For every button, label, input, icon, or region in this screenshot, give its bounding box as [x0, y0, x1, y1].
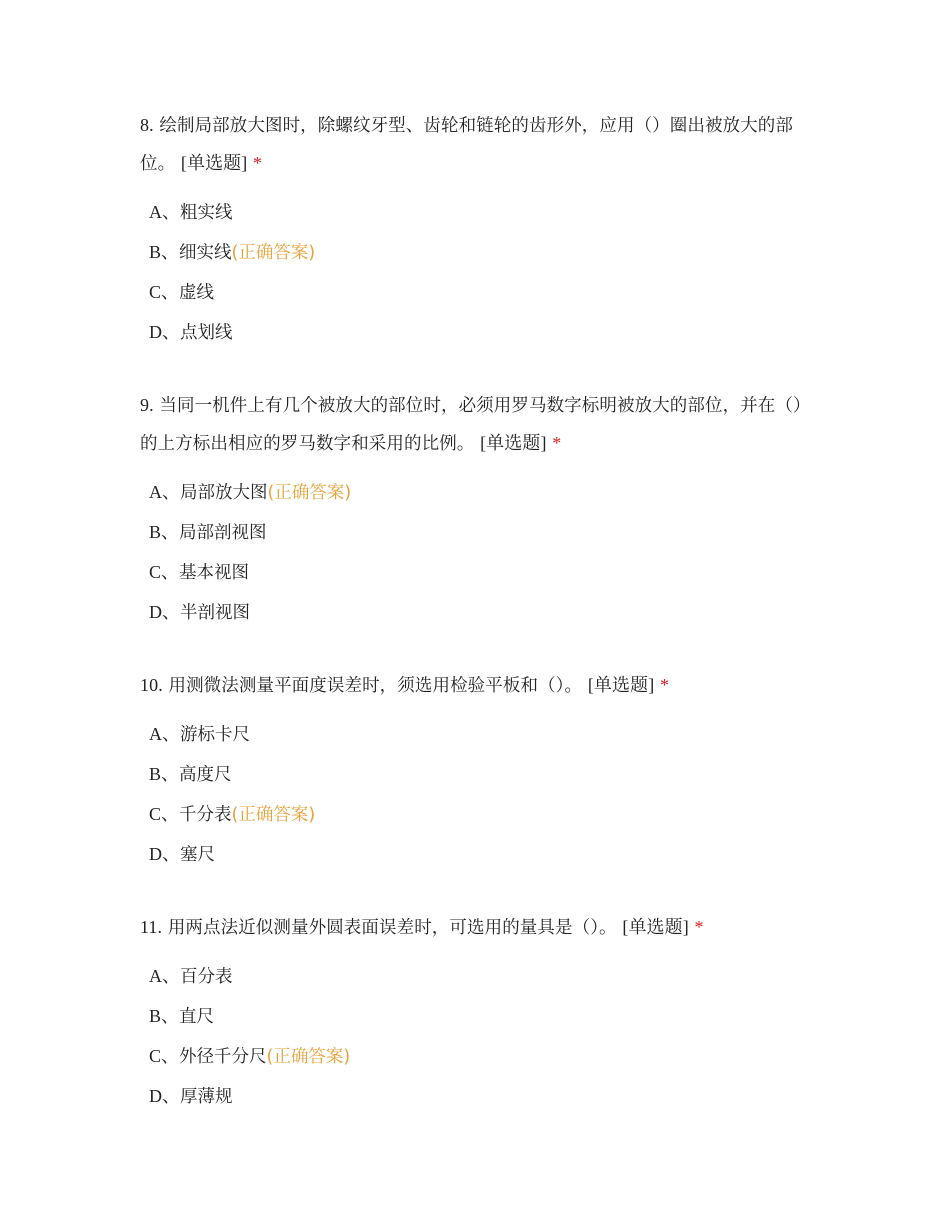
- required-mark: *: [659, 675, 670, 695]
- question-title: [140, 387, 815, 463]
- question-title: [140, 107, 815, 183]
- option-text: 点划线: [180, 323, 233, 343]
- option-letter: A、: [149, 482, 180, 502]
- option-letter: C、: [149, 562, 180, 582]
- correct-answer-label: (正确答案): [267, 483, 352, 503]
- question-type: [单选题]: [480, 433, 547, 453]
- question-text: 用测微法测量平面度误差时，须选用检验平板和（）。: [168, 676, 583, 696]
- question-11: [140, 909, 815, 1116]
- option-letter: D、: [149, 844, 180, 864]
- required-mark: *: [694, 917, 704, 937]
- correct-answer-label: (正确答案): [231, 243, 316, 263]
- option-text: 百分表: [180, 967, 233, 987]
- question-type: [单选题]: [180, 153, 248, 173]
- option-d[interactable]: [140, 834, 815, 874]
- correct-answer-label: (正确答案): [266, 1047, 351, 1067]
- option-b[interactable]: [140, 754, 815, 794]
- option-letter: C、: [149, 804, 180, 824]
- question-9: [140, 387, 815, 632]
- option-text: 塞尺: [180, 845, 215, 865]
- required-mark: *: [552, 433, 562, 453]
- option-a[interactable]: [140, 192, 815, 232]
- option-text: 细实线: [179, 243, 232, 263]
- option-list: [140, 472, 815, 632]
- option-letter: B、: [149, 764, 180, 784]
- option-list: [140, 714, 815, 874]
- option-c[interactable]: [140, 794, 815, 834]
- question-type: [单选题]: [587, 675, 655, 695]
- option-d[interactable]: [140, 1076, 815, 1116]
- question-number: 10.: [140, 675, 163, 695]
- required-mark: *: [253, 153, 263, 173]
- option-list: [140, 956, 815, 1116]
- correct-answer-label: (正确答案): [231, 805, 316, 825]
- question-title: [140, 909, 815, 947]
- question-number: 9.: [140, 395, 154, 415]
- option-list: [140, 192, 815, 352]
- option-letter: D、: [149, 322, 180, 342]
- question-number: 11.: [140, 917, 163, 937]
- option-letter: C、: [149, 1046, 180, 1066]
- option-text: 基本视图: [179, 563, 250, 583]
- option-text: 半剖视图: [180, 603, 250, 623]
- option-letter: D、: [149, 1086, 180, 1106]
- option-text: 直尺: [179, 1007, 215, 1027]
- question-text: 当同一机件上有几个被放大的部位时，必须用罗马数字标明被放大的部位，并在（）的上方标出相应的罗马数字和采用的比例。: [140, 396, 811, 454]
- option-b[interactable]: [140, 996, 815, 1036]
- question-8: [140, 107, 815, 352]
- question-number: 8.: [140, 115, 154, 135]
- option-text: 厚薄规: [180, 1087, 233, 1107]
- option-text: 粗实线: [180, 203, 233, 223]
- option-c[interactable]: [140, 552, 815, 592]
- option-letter: A、: [149, 202, 180, 222]
- question-text: 绘制局部放大图时，除螺纹牙型、齿轮和链轮的齿形外，应用（）圈出被放大的部位。: [140, 116, 793, 174]
- question-10: [140, 667, 815, 874]
- option-text: 高度尺: [179, 765, 232, 785]
- option-letter: B、: [149, 522, 180, 542]
- option-text: 虚线: [179, 283, 215, 303]
- option-text: 游标卡尺: [180, 725, 250, 745]
- option-d[interactable]: [140, 312, 815, 352]
- option-letter: A、: [149, 724, 180, 744]
- option-d[interactable]: [140, 592, 815, 632]
- option-a[interactable]: [140, 714, 815, 754]
- option-text: 外径千分尺: [179, 1047, 267, 1067]
- option-letter: D、: [149, 602, 180, 622]
- option-letter: B、: [149, 1006, 180, 1026]
- option-c[interactable]: [140, 272, 815, 312]
- option-letter: C、: [149, 282, 180, 302]
- option-a[interactable]: [140, 472, 815, 512]
- option-text: 千分表: [179, 805, 232, 825]
- option-a[interactable]: [140, 956, 815, 996]
- question-title: [140, 667, 815, 705]
- option-b[interactable]: [140, 232, 815, 272]
- option-text: 局部剖视图: [179, 523, 267, 543]
- option-letter: A、: [149, 966, 180, 986]
- option-letter: B、: [149, 242, 180, 262]
- option-text: 局部放大图: [180, 483, 268, 503]
- option-b[interactable]: [140, 512, 815, 552]
- question-text: 用两点法近似测量外圆表面误差时，可选用的量具是（）。: [167, 918, 617, 938]
- option-c[interactable]: [140, 1036, 815, 1076]
- question-type: [单选题]: [622, 917, 689, 937]
